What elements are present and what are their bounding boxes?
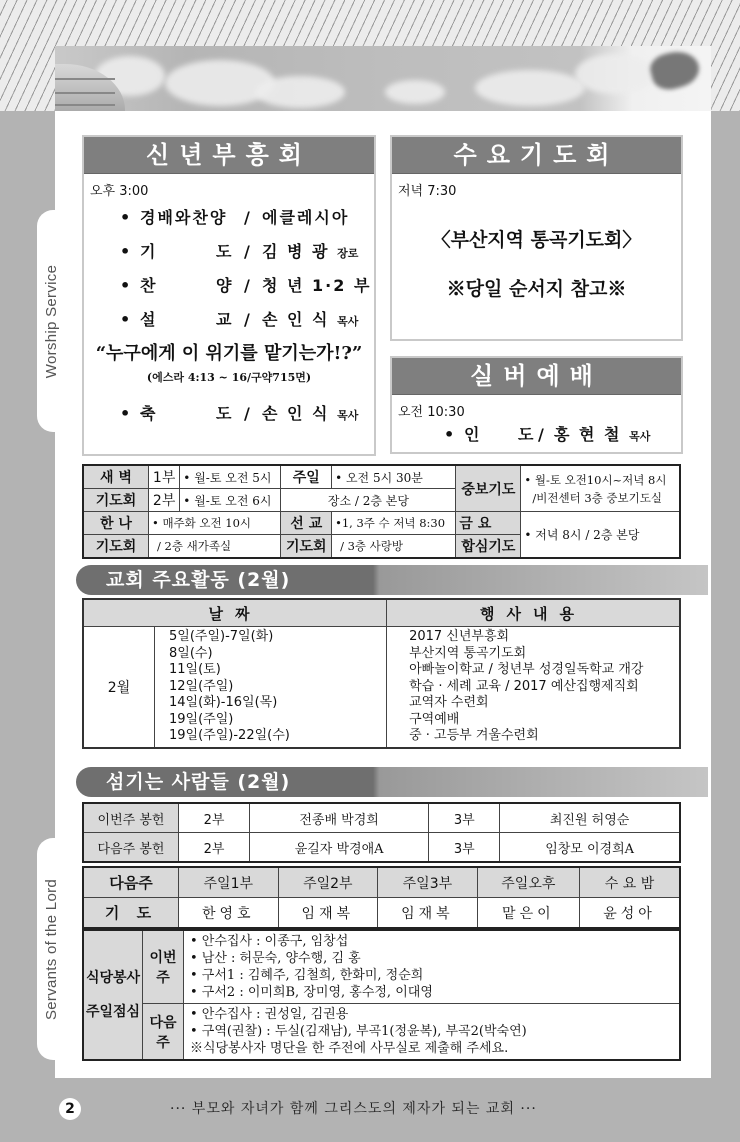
wednesday-line2: ※당일 순서지 참고※ (446, 278, 627, 300)
side-tab-label: Worship Service (43, 264, 61, 378)
dawn-label: 새 벽 (83, 465, 149, 489)
silver-title: 실버예배 (392, 358, 681, 395)
servants-section-title: 섬기는 사람들 (2월) (76, 767, 708, 797)
program-row: • 축 도 / 손 인 식 목사 (120, 404, 359, 423)
prayer-schedule-table: 새 벽 1부 • 월-토 오전 5시 주일 • 오전 5시 30분 중보기도 • 월-토 오전10시~저녁 8시 /비전센터 3층 중보기도실 기도회 2부 • 월-토 오전 6시 장소 / 2층 본당 한 나 • 매주화 오전 10시 선 교 •1, 3주 수 저녁 8:30 금 요 • 저녁 8시 / 2층 본당 기도회 / 2층 새가족실 기도회 / 3층 사랑방 합심기도 (82, 464, 681, 559)
side-tab-servants (37, 838, 67, 1060)
revival-time: 오후 3:00 (90, 184, 149, 199)
program-row: • 경배와찬양 / 에클레시아 (120, 208, 350, 227)
activities-month: 2월 (83, 627, 155, 748)
silver-box (390, 356, 683, 454)
footer (0, 1078, 740, 1142)
wednesday-box (390, 135, 683, 341)
wednesday-title: 수요기도회 (392, 137, 681, 174)
meal-service-table: 식당봉사 주일점심 이번주 • 안수집사 : 이종구, 임창섭 • 남산 : 허문숙, 양수행, 김 홍 • 구서1 : 김혜주, 김철희, 한화미, 정순희 • 구서2 : 이미희B, 장미영, 홍수정, 이대영 다음주 • 안수집사 : 권성일, 김권용 • 구역(권찰) : 두실(김재남), 부곡1(정윤복), 부곡2(박숙연) ※식당봉사자 명단을 한 주전에 사무실로 제출해 주세요. (82, 929, 681, 1061)
program-row: • 설 교 / 손 인 식 목사 (120, 310, 359, 329)
this-week-list: • 안수집사 : 이종구, 임창섭 • 남산 : 허문숙, 양수행, 김 홍 • 구서1 : 김혜주, 김철희, 한화미, 정순희 • 구서2 : 이미희B, 장미영, 홍수정, 이대영 (184, 930, 681, 1004)
intercession-detail: • 월-토 오전10시~저녁 8시 /비전센터 3층 중보기도실 (521, 465, 680, 512)
meal-label: 식당봉사 주일점심 (83, 930, 143, 1060)
activities-table: 날짜 행사내용 2월 5일(주일)-7일(화) 8일(수) 11일(토) 12일(주일) 14일(화)-16일(목) 19일(주일) 19일(주일)-22일(수) 2017 신년부흥회 부산지역 통곡기도회 아빠놀이학교 / 청년부 성경일독학교 개강 학습 · 세례 교육 / 2017 예산집행제직회 교역자 수련회 구역예배 중 · 고등부 겨울수련회 (82, 598, 681, 749)
wednesday-time: 저녁 7:30 (398, 184, 457, 199)
header-banner-image (55, 46, 711, 111)
sermon-reference: (에스라 4:13 ~ 16/구약715면) (146, 371, 312, 384)
activities-events: 2017 신년부흥회 부산지역 통곡기도회 아빠놀이학교 / 청년부 성경일독학교 개강 학습 · 세례 교육 / 2017 예산집행제직회 교역자 수련회 구역예배 중 · 고등부 겨울수련회 (387, 627, 680, 748)
table-row: 다음주 봉헌 2부 윤길자 박경애A 3부 임창모 이경희A (83, 833, 680, 863)
prayer-leaders-table: 다음주 주일1부 주일2부 주일3부 주일오후 수 요 밤 기 도 한영호 임재복 임재복 맡은이 윤성아 (82, 866, 681, 929)
activities-dates: 5일(주일)-7일(화) 8일(수) 11일(토) 12일(주일) 14일(화)-16일(목) 19일(주일) 19일(주일)-22일(수) (155, 627, 387, 748)
side-tab-label: Servants of the Lord (43, 878, 61, 1020)
sermon-title: “누구에게 이 위기를 맡기는가!?” (95, 343, 363, 364)
silver-time: 오전 10:30 (398, 405, 465, 420)
ink-blot-decoration (647, 46, 703, 93)
revival-box (82, 135, 376, 456)
offering-table (82, 802, 681, 863)
program-row: • 기 도 / 김 병 광 장로 (120, 242, 359, 261)
table-row: 이번주 봉헌 2부 전종배 박경희 3부 최진원 허영순 (83, 803, 680, 833)
side-tab-worship (37, 210, 67, 432)
program-row: • 찬 양 / 청 년 1·2 부 (120, 276, 372, 295)
page-number: 2 (59, 1098, 81, 1120)
activities-section-title: 교회 주요활동 (2월) (76, 565, 708, 595)
next-week-list: • 안수집사 : 권성일, 김권용 • 구역(권찰) : 두실(김재남), 부곡1(정윤복), 부곡2(박숙연) ※식당봉사자 명단을 한 주전에 사무실로 제출해 주세요. (184, 1004, 681, 1061)
program-row: • 인 도 / 홍 현 철 목사 (444, 425, 651, 444)
wednesday-line1: 〈부산지역 통곡기도회〉 (431, 229, 642, 251)
church-motto: ··· 부모와 자녀가 함께 그리스도의 제자가 되는 교회 ··· (170, 1101, 537, 1117)
revival-title: 신년부흥회 (84, 137, 374, 174)
